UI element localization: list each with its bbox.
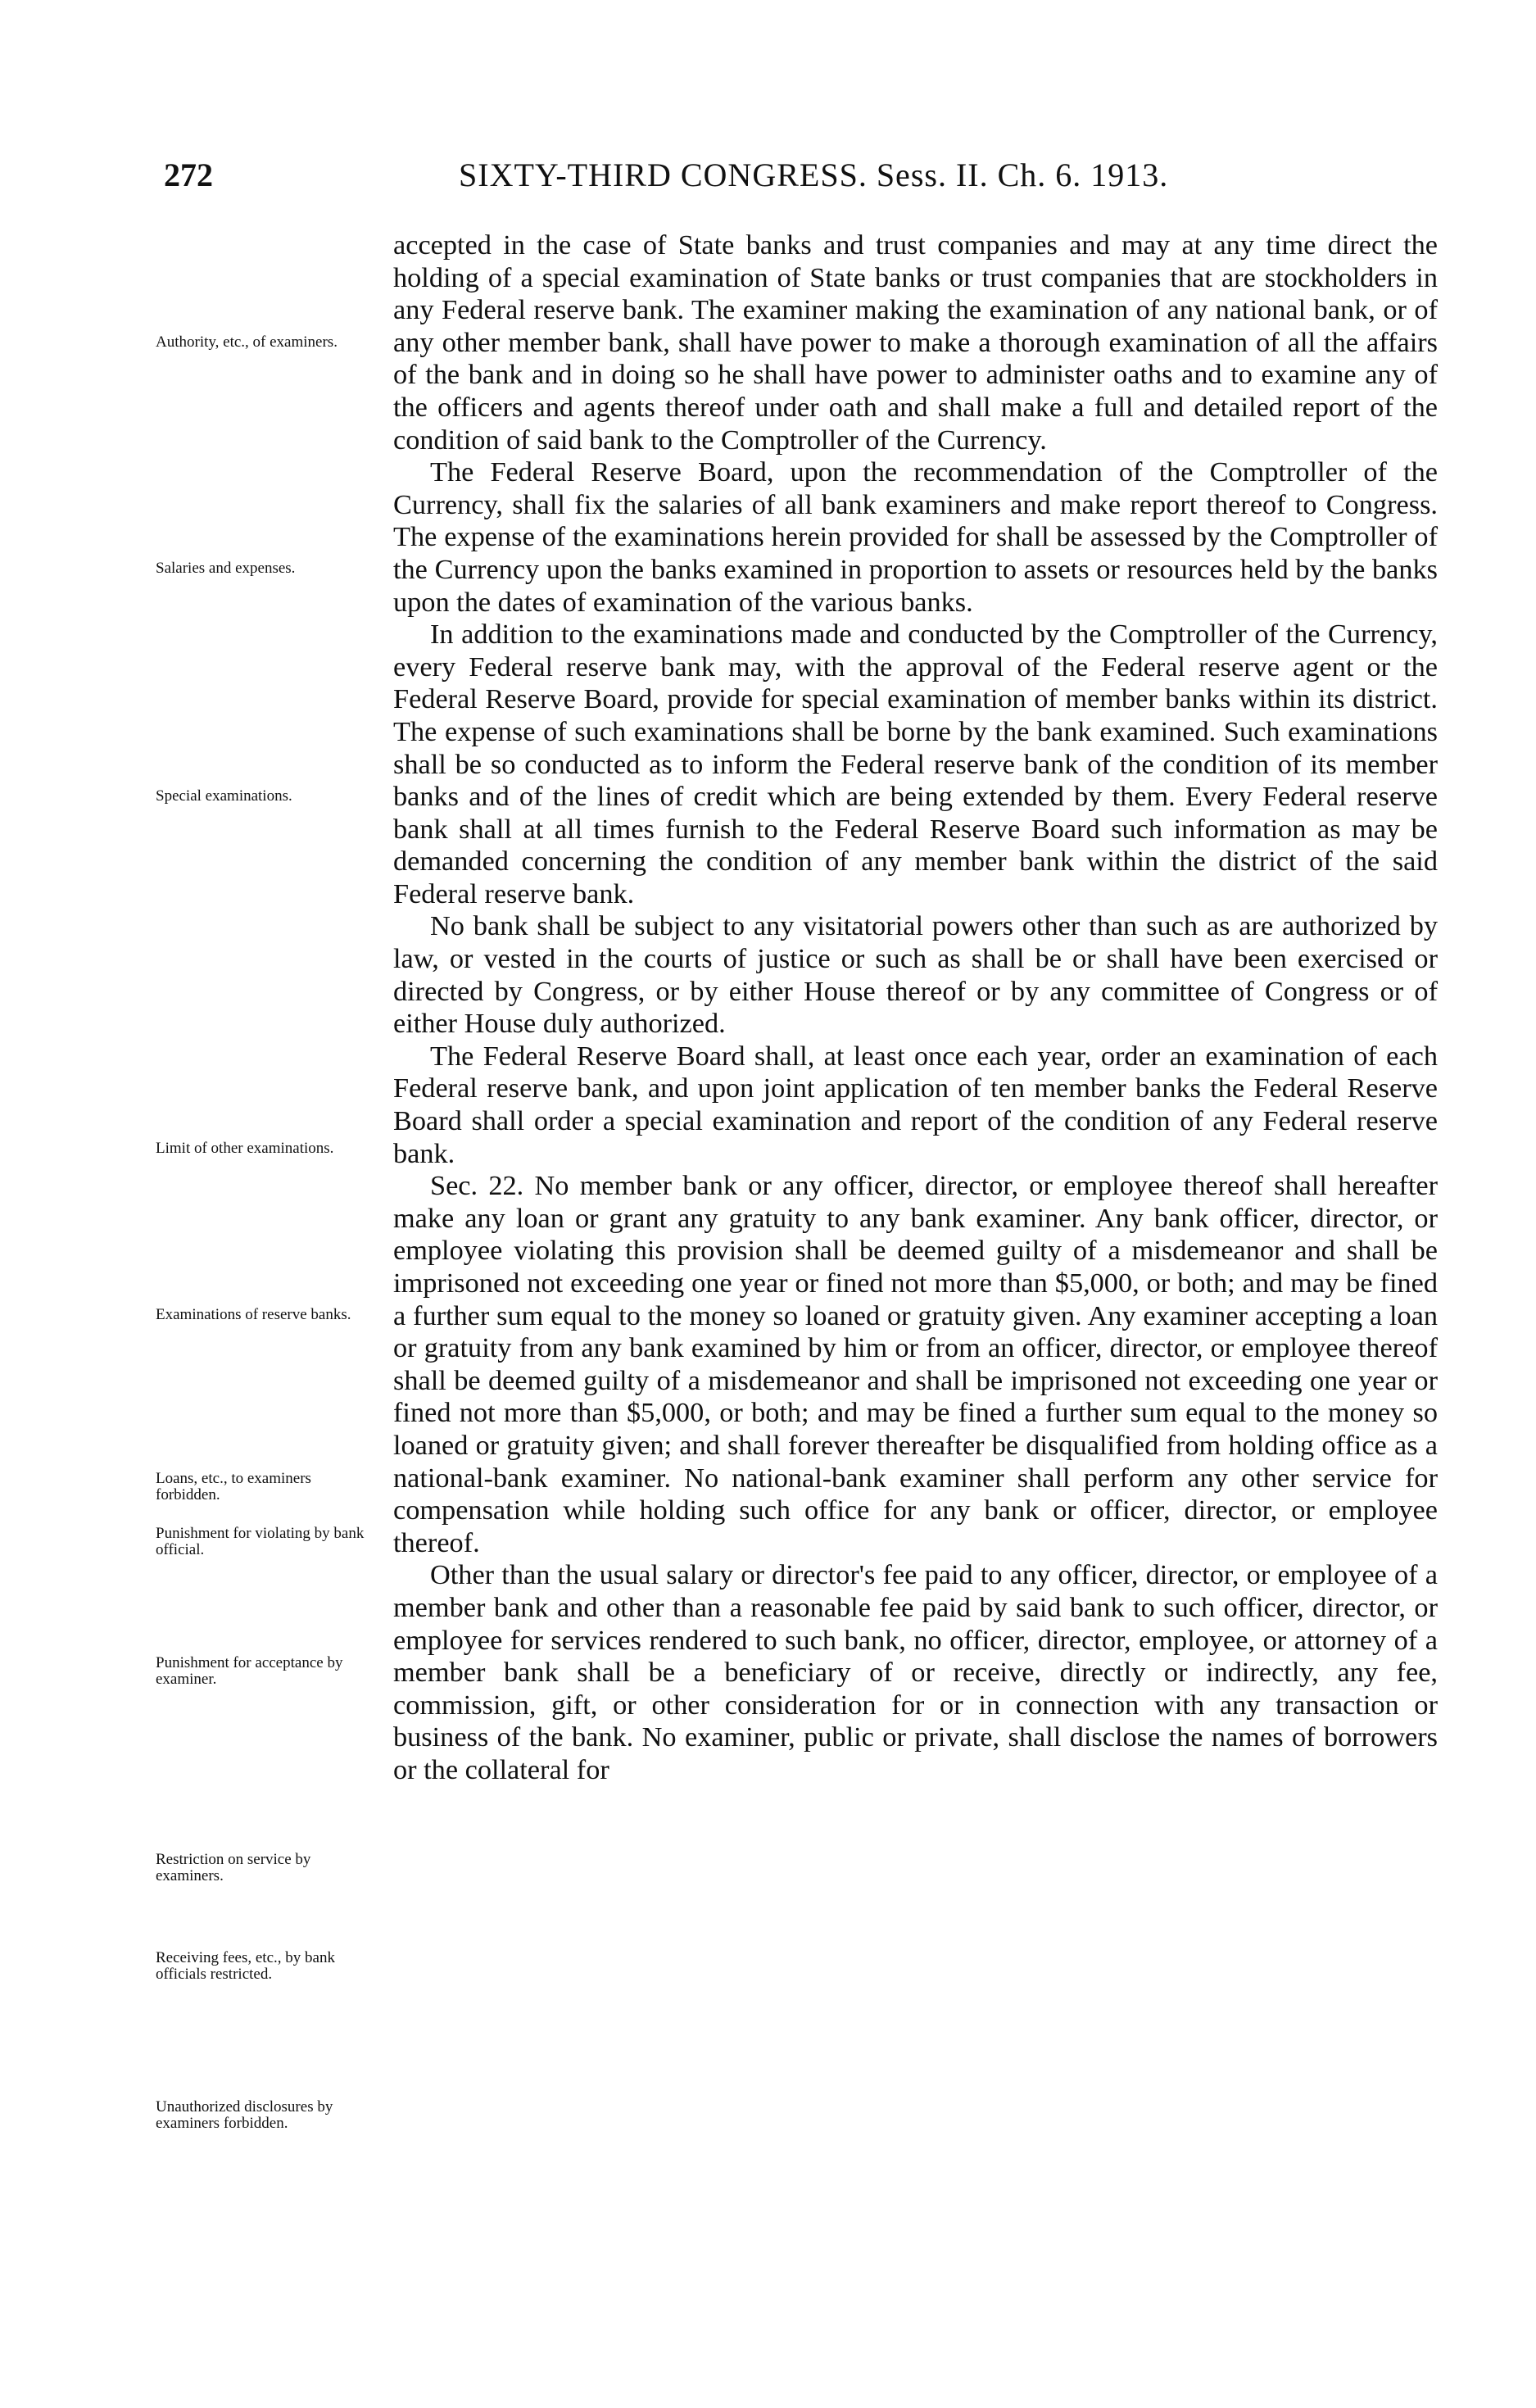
paragraph-fees-restriction: Other than the usual salary or director's fee paid to any officer, director, or employee of a member bank and other than a reasonable fee paid by said bank to such officer, director, or employee for services rendered to such bank, no officer, director, employee, or attorney of a member bank shall be a beneficiary of or receive, directly or indirectly, any fee, commission, gift, or other consideration for or in connection with any transaction or business of the bank. No examiner, public or private, shall disclose the names of borrowers or the collateral for [393,1559,1438,1785]
margin-note-salaries: Salaries and expenses. [156,560,296,577]
margin-note-punishment-examiner: Punishment for acceptance by examiner. [156,1654,343,1688]
margin-note-limit-of-other-examinations: Limit of other examinations. [156,1140,334,1157]
margin-note-unauthorized-disclosures: Unauthorized disclosures by examiners forbidden. [156,2098,333,2132]
running-head: SIXTY-THIRD CONGRESS. Sess. II. Ch. 6. 1913. [459,156,1169,193]
paragraph-reserve-bank-examinations: The Federal Reserve Board shall, at least once each year, order an examination of each Federal reserve bank, and upon joint application of ten member banks the Federal Reserve Board shall order a special examination and report of the condition of any Federal reserve bank. [393,1040,1438,1169]
margin-note-receiving-fees: Receiving fees, etc., by bank officials restricted. [156,1949,335,1983]
margin-note-loans-to-examiners: Loans, etc., to examiners forbidden. [156,1470,311,1503]
page-header [164,156,1438,205]
margin-note-restriction-on-service: Restriction on service by examiners. [156,1851,311,1884]
paragraph-section-22: Sec. 22. No member bank or any officer, director, or employee thereof shall hereafter make any loan or grant any gratuity to any bank examiner. Any bank officer, director, or employee violating this provision shall be deemed guilty of a misdemeanor and shall be imprisoned not exceeding one year or fined not more than $5,000, or both; and may be fined a further sum equal to the money so loaned or gratuity given. Any examiner accepting a loan or gratuity from any bank examined by him or from an officer, director, or employee thereof shall be deemed guilty of a misdemeanor and shall be imprisoned not exceeding one year or fined not more than $5,000, or both; and may be fined a further sum equal to the money so loaned or gratuity given; and shall forever thereafter be disqualified from holding office as a national-bank examiner. No national-bank examiner shall perform any other service for compensation while holding such office for any bank or officer, director, or employee thereof. [393,1170,1438,1558]
paragraph-special-examinations: In addition to the examinations made and conducted by the Comptroller of the Currency, every Federal reserve bank may, with the approval of the Federal reserve agent or the Federal Reserve Board, provide for special examination of member banks within its district. The expense of such examinations shall be borne by the bank examined. Such examinations shall be so conducted as to inform the Federal reserve bank of the condition of its member banks and of the lines of credit which are being extended by them. Every Federal reserve bank shall at all times furnish to the Federal Reserve Board such information as may be demanded concerning the condition of any member bank within the district of the said Federal reserve bank. [393,619,1438,909]
margin-note-authority: Authority, etc., of examiners. [156,333,338,351]
margin-note-examinations-of-reserve-banks: Examinations of reserve banks. [156,1306,351,1323]
paragraph-examiner-powers: accepted in the case of State banks and trust companies and may at any time direct the holding of a special examination of State banks or trust companies that are stockholders in any Federal reserve bank. The examiner making the examination of any national bank, or of any other member bank, shall have power to make a thorough examination of all the affairs of the bank and in doing so he shall have power to administer oaths and to examine any of the officers and agents thereof under oath and shall make a full and detailed report of the condition of said bank to the Comptroller of the Currency. [393,229,1438,456]
page-number: 272 [164,156,213,193]
margin-note-punishment-bank-official: Punishment for violating by bank official. [156,1525,365,1558]
margin-note-special-examinations: Special examinations. [156,787,292,805]
paragraph-salaries-and-expenses: The Federal Reserve Board, upon the recommendation of the Comptroller of the Currency, shall fix the salaries of all bank examiners and make report thereof to Congress. The expense of the examinations herein provided for shall be assessed by the Comptroller of the Currency upon the banks examined in proportion to assets or resources held by the banks upon the dates of examination of the various banks. [393,456,1438,618]
paragraph-visitatorial-powers: No bank shall be subject to any visitatorial powers other than such as are authorized by law, or vested in the courts of justice or such as shall be or shall have been exercised or directed by Congress, or by either House thereof or by any committee of Congress or of either House duly authorized. [393,910,1438,1040]
body-text [393,229,1438,1787]
